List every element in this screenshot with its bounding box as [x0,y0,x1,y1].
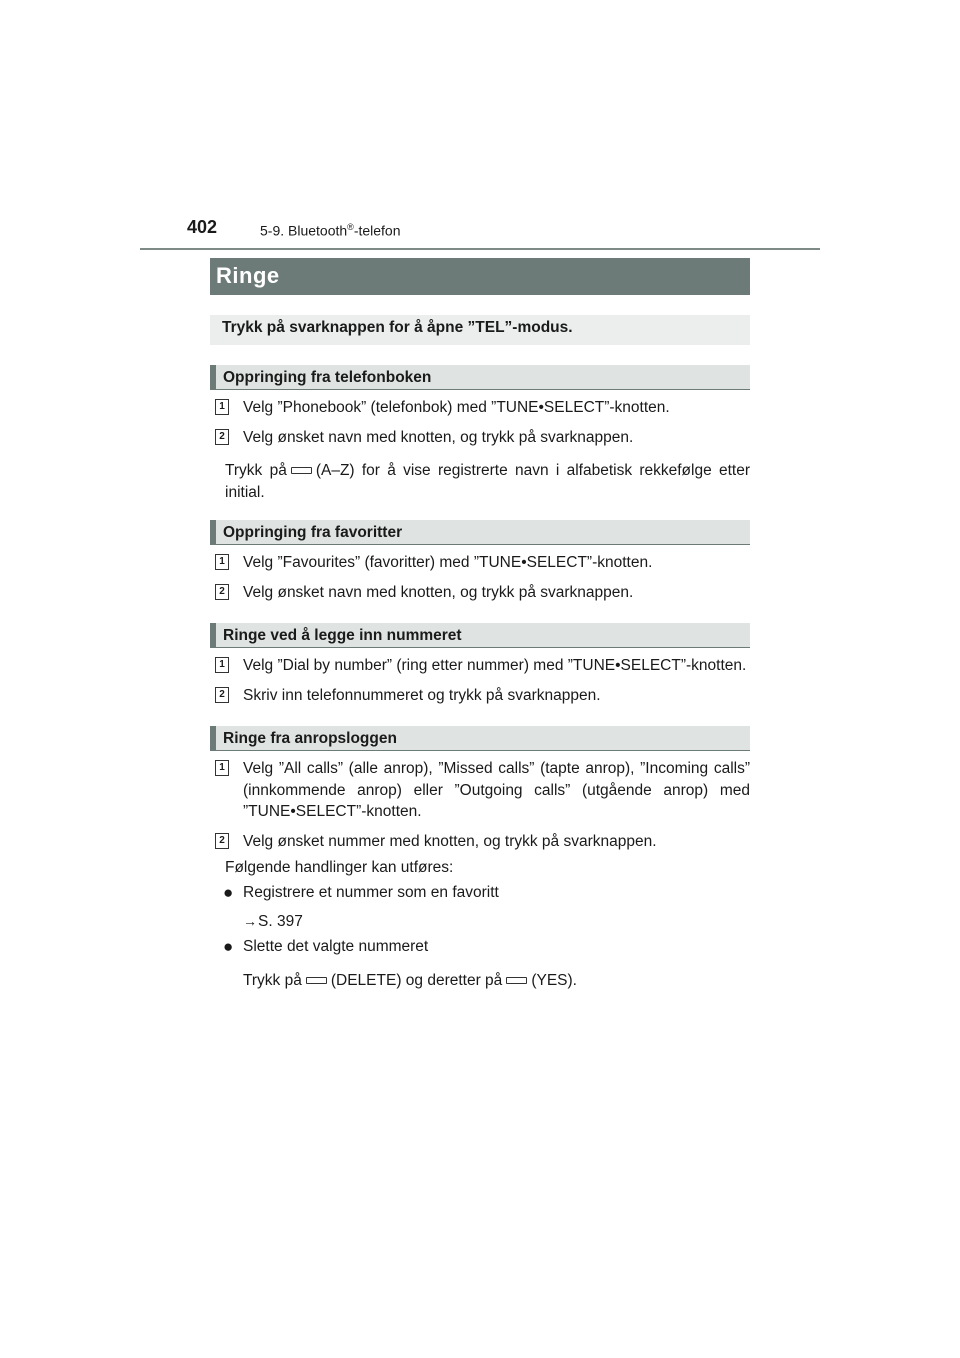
step [210,831,750,853]
page-number: 402 [187,217,218,237]
step-number: 2 [215,429,229,445]
step-number: 2 [215,687,229,703]
step-text: Velg ”Phonebook” (telefonbok) med ”TUNE•SELECT”-knotten. [243,399,670,416]
step-number: 2 [215,833,229,849]
bullet-item: ● Registrere et nummer som en favoritt [223,883,499,902]
note: Trykk på (A–Z) for å vise registrerte navn i alfabetisk rekkefølge etter initial. [225,462,750,501]
step [210,582,750,604]
step [210,685,750,707]
intro-box: Trykk på svarknappen for å åpne ”TEL”-modus. [210,315,750,345]
step [210,655,750,677]
step-number: 1 [215,657,229,673]
step-number: 1 [215,554,229,570]
step-number: 2 [215,584,229,600]
step [210,427,750,449]
page-reference: →S. 397 [243,913,303,930]
bullet-dot: ● [223,937,234,956]
page-content [210,258,750,992]
bullet-detail: Trykk på (DELETE) og deretter på (YES). [243,972,577,989]
step-text: Velg ønsket navn med knotten, og trykk på svarknappen. [243,428,634,446]
bullet-item: ● Slette det valgte nummeret [223,937,429,956]
section-heading-phonebook: Oppringing fra telefonboken [210,365,750,390]
step-text: Velg ”All calls” (alle anrop), ”Missed calls” (tapte anrop), ”Incoming calls” (innkommende anrop) eller ”Outgoing calls” (utgående anrop) med ”TUNE•SELECT”-knotten. [243,760,750,820]
step [210,758,750,823]
step-text: Velg ”Dial by number” (ring etter nummer) med ”TUNE•SELECT”-knotten. [243,657,747,674]
section-heading-favourites: Oppringing fra favoritter [210,520,750,545]
step-text: Velg ønsket navn med knotten, og trykk på svarknappen. [243,583,634,601]
bullet-dot: ● [223,883,234,902]
arrow-right-icon: → [243,913,257,929]
button-icon [306,977,327,984]
step [210,552,750,574]
note: Følgende handlinger kan utføres: [225,859,454,876]
step [210,397,750,419]
step-number: 1 [215,760,229,776]
section-heading-call-log: Ringe fra anropsloggen [210,726,750,751]
section-label: 5-9. Bluetooth®-telefon [260,222,401,239]
page-title: Ringe [210,258,750,295]
step-number: 1 [215,399,229,415]
page-header [140,214,820,250]
section-heading-dial-number: Ringe ved å legge inn nummeret [210,623,750,648]
button-icon [291,467,312,474]
step-text: Velg ”Favourites” (favoritter) med ”TUNE•SELECT”-knotten. [243,554,653,571]
step-text: Skriv inn telefonnummeret og trykk på svarknappen. [243,686,601,704]
button-icon [506,977,527,984]
step-text: Velg ønsket nummer med knotten, og trykk på svarknappen. [243,832,657,850]
